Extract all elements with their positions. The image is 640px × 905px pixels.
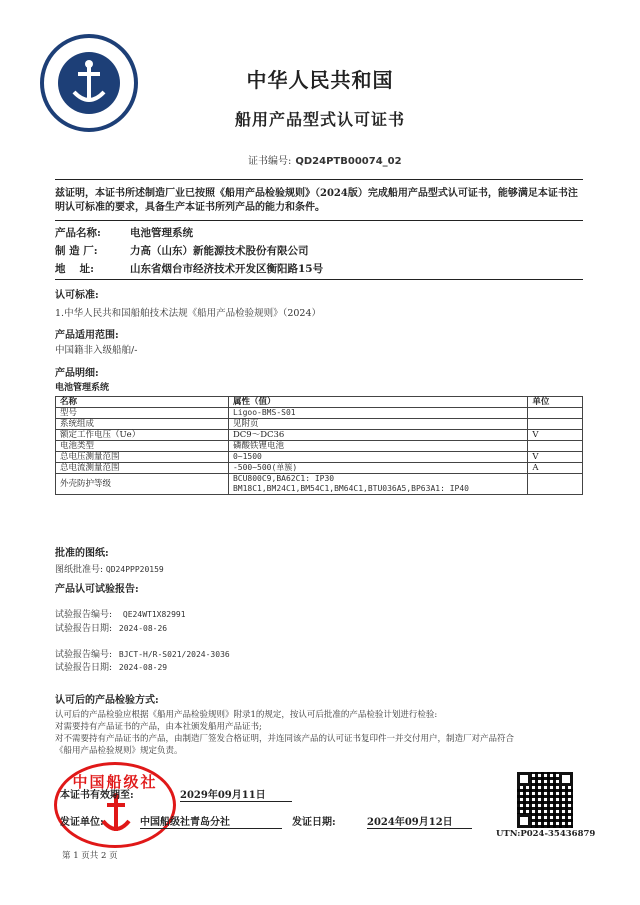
maker-label: 制 造 厂: [55, 245, 98, 257]
scope-title: 产品适用范围: [55, 330, 119, 341]
report-1-date-line [55, 621, 167, 634]
cert-number-value: QD24PTB00074_02 [295, 156, 402, 167]
report-2-date-line [55, 660, 167, 673]
qr-finder [517, 814, 531, 828]
divider [55, 279, 583, 280]
issue-date-value: 2024年09月12日 [367, 813, 472, 829]
address-label: 地 址: [55, 263, 95, 275]
report-no: QE24WT1X82991 [122, 610, 186, 619]
drawings-title: 批准的图纸: [55, 548, 109, 559]
header-name: 名称 [56, 397, 229, 408]
doc-subtitle: 船用产品型式认可证书 [234, 110, 405, 129]
report-date: 2024-08-26 [118, 624, 168, 633]
cell-name: 系统组成 [56, 419, 229, 430]
table-row [56, 408, 583, 419]
table-row [56, 474, 583, 495]
cell-unit [528, 474, 583, 495]
drawings-no: QD24PPP20159 [105, 565, 164, 574]
scope-item: 中国籍非入级船舶/- [55, 345, 138, 356]
cell-name: 外壳防护等级 [56, 474, 229, 495]
table-row [56, 441, 583, 452]
cell-unit [528, 419, 583, 430]
report-date-label: 试验报告日期: [55, 663, 113, 673]
table-row [56, 463, 583, 474]
cell-name: 电池类型 [56, 441, 229, 452]
inspection-line: 对不需要持有产品证书的产品，由制造厂签发合格证明，并连同该产品的认可证书复印件一并交付用户，制造厂对产品符合 [55, 734, 515, 744]
inspection-line: 对需要持有产品证书的产品，由本社颁发船用产品证书; [55, 722, 262, 732]
table-header-row [56, 397, 583, 408]
cell-value [228, 474, 527, 495]
divider [55, 220, 583, 221]
details-title: 产品明细: [55, 368, 99, 379]
cell-unit [528, 441, 583, 452]
cell-name: 额定工作电压（Ue） [56, 430, 229, 441]
cell-unit: V [528, 452, 583, 463]
address-value: 山东省烟台市经济技术开发区衡阳路15号 [130, 263, 324, 275]
issue-date-label: 发证日期: [292, 817, 336, 828]
validity-value: 2029年09月11日 [180, 786, 292, 802]
report-no: BJCT-H/R-S021/2024-3036 [118, 650, 230, 659]
details-subtitle: 电池管理系统 [55, 383, 110, 393]
qr-finder [559, 772, 573, 786]
doc-title: 中华人民共和国 [246, 68, 394, 92]
table-row [56, 430, 583, 441]
divider [55, 179, 583, 180]
cell-value: Ligoo-BMS-S01 [228, 408, 527, 419]
report-no-label: 试验报告编号: [55, 650, 113, 660]
qr-code [517, 772, 573, 828]
ip-line: BM18C1,BM24C1,BM54C1,BM64C1,BTU036A5,BP63A1: IP40 [232, 484, 469, 493]
cert-number-label: 证书编号: [248, 156, 292, 167]
spec-table [55, 396, 583, 495]
cell-value: 见附页 [228, 419, 527, 430]
official-seal [54, 762, 176, 848]
drawings-line [55, 562, 164, 575]
issuer-label: 发证单位: [60, 817, 104, 828]
issuer-value: 中国船级社青岛分社 [140, 813, 282, 829]
cell-value: 磷酸铁锂电池 [228, 441, 527, 452]
standard-item: 1.中华人民共和国船舶技术法规《船用产品检验规则》（2024） [55, 308, 321, 319]
report-no-label: 试验报告编号: [55, 610, 113, 620]
report-date: 2024-08-29 [118, 663, 168, 672]
cert-number [248, 152, 402, 167]
drawings-label: 图纸批准号: [55, 565, 104, 575]
product-label: 产品名称: [55, 227, 101, 239]
standard-title: 认可标准: [55, 290, 99, 301]
cell-unit: A [528, 463, 583, 474]
inspection-text [55, 709, 514, 757]
table-row [56, 419, 583, 430]
cell-unit [528, 408, 583, 419]
cell-value: 0~1500 [228, 452, 527, 463]
report-2-no-line [55, 647, 230, 660]
utn-number: UTN:P024-35436879 [496, 829, 596, 839]
qr-finder [517, 772, 531, 786]
cell-unit: V [528, 430, 583, 441]
intro-text: 兹证明，本证书所述制造厂业已按照《船用产品检验规则》（2024版）完成船用产品型式认可证书，能够满足本证书注明认可标准的要求，具备生产本证书所列产品的能力和条件。 [55, 188, 578, 213]
validity-label: 本证书有效期至: [60, 790, 134, 801]
cell-name: 总电流测量范围 [56, 463, 229, 474]
table-row [56, 452, 583, 463]
product-value: 电池管理系统 [130, 227, 193, 239]
header-value: 属性（值） [228, 397, 527, 408]
cell-value: -500~500(单簇) [228, 463, 527, 474]
page-number: 第 1 页共 2 页 [62, 851, 118, 861]
report-date-label: 试验报告日期: [55, 624, 113, 634]
report-1-no-line [55, 607, 186, 620]
inspection-line: 认可后的产品检验应根据《船用产品检验规则》附录1的规定，按认可后批准的产品检验计划进行检验: [55, 710, 438, 720]
cell-name: 总电压测量范围 [56, 452, 229, 463]
reports-title: 产品认可试验报告: [55, 584, 139, 595]
maker-value: 力高（山东）新能源技术股份有限公司 [130, 245, 309, 257]
cell-value: DC9～DC36 [228, 430, 527, 441]
inspection-line: 《船用产品检验规则》规定负责。 [55, 746, 183, 756]
ip-line: BCU800C9,BA62C1: IP30 [232, 474, 335, 483]
header-unit: 单位 [528, 397, 583, 408]
seal-text: 中国船级社 [72, 773, 158, 791]
inspection-title: 认可后的产品检验方式: [55, 695, 159, 706]
cell-name: 型号 [56, 408, 229, 419]
